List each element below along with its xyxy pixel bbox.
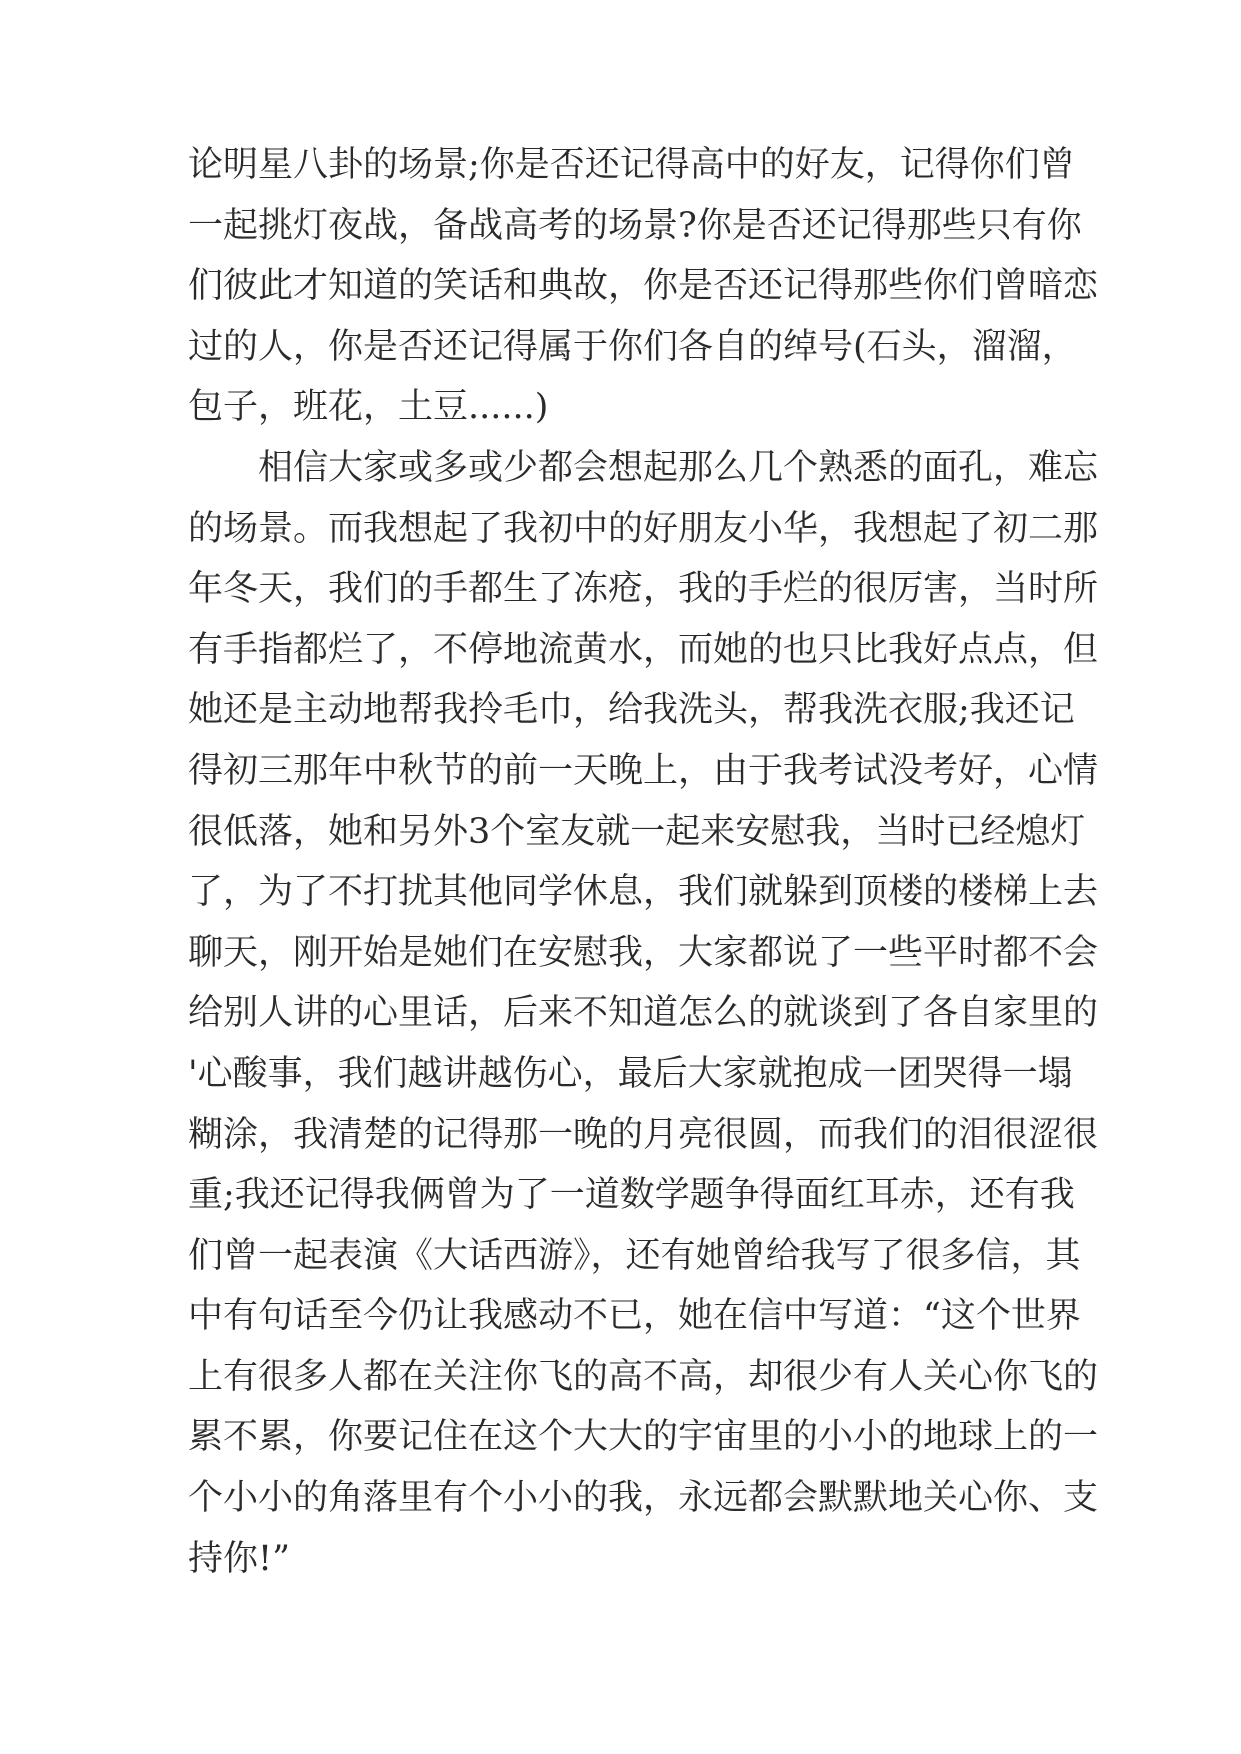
text-line: 给别人讲的心里话，后来不知道怎么的就谈到了各自家里的 [188, 993, 1099, 1034]
paragraph-first-line: 相信大家或多或少都会想起那么几个熟悉的面孔，难忘 [258, 447, 1099, 488]
body-text [188, 135, 1099, 1589]
text-line: 上有很多人都在关注你飞的高不高，却很少有人关心你飞的 [188, 1356, 1099, 1397]
text-line: 们曾一起表演《大话西游》，还有她曾给我写了很多信，其 [188, 1235, 1081, 1276]
text-line: '心酸事，我们越讲越伤心，最后大家就抱成一团哭得一塌 [188, 1053, 1073, 1094]
text-line: 包子，班花，土豆......) [188, 387, 549, 428]
text-line: 们彼此才知道的笑话和典故，你是否还记得那些你们曾暗恋 [188, 266, 1099, 307]
text-line: 论明星八卦的场景;你是否还记得高中的好友，记得你们曾 [188, 145, 1075, 185]
text-line: 年冬天，我们的手都生了冻疮，我的手烂的很厉害，当时所 [188, 569, 1099, 610]
text-line: 重;我还记得我俩曾为了一道数学题争得面红耳赤，还有我 [188, 1175, 1075, 1216]
text-line: 中有句话至今仍让我感动不已，她在信中写道：“这个世界 [188, 1296, 1081, 1337]
text-line: 了，为了不打扰其他同学休息，我们就躲到顶楼的楼梯上去 [188, 872, 1099, 913]
text-line: 有手指都烂了，不停地流黄水，而她的也只比我好点点，但 [188, 629, 1099, 670]
text-line: 糊涂，我清楚的记得那一晚的月亮很圆，而我们的泪很涩很 [188, 1114, 1099, 1155]
text-line: 个小小的角落里有个小小的我，永远都会默默地关心你、支 [188, 1478, 1099, 1519]
text-line: 的场景。而我想起了我初中的好朋友小华，我想起了初二那 [188, 508, 1099, 549]
text-line: 累不累，你要记住在这个大大的宇宙里的小小的地球上的一 [188, 1417, 1099, 1458]
text-line: 过的人，你是否还记得属于你们各自的绰号(石头，溜溜， [188, 326, 1077, 367]
text-line: 很低落，她和另外3个室友就一起来安慰我，当时已经熄灯 [188, 811, 1086, 852]
text-line: 持你!” [188, 1538, 290, 1579]
text-line: 得初三那年中秋节的前一天晚上，由于我考试没考好，心情 [188, 750, 1099, 791]
text-line: 一起挑灯夜战，备战高考的场景?你是否还记得那些只有你 [188, 205, 1082, 246]
text-line: 聊天，刚开始是她们在安慰我，大家都说了一些平时都不会 [188, 932, 1099, 973]
text-line: 她还是主动地帮我拎毛巾，给我洗头，帮我洗衣服;我还记 [188, 690, 1075, 731]
